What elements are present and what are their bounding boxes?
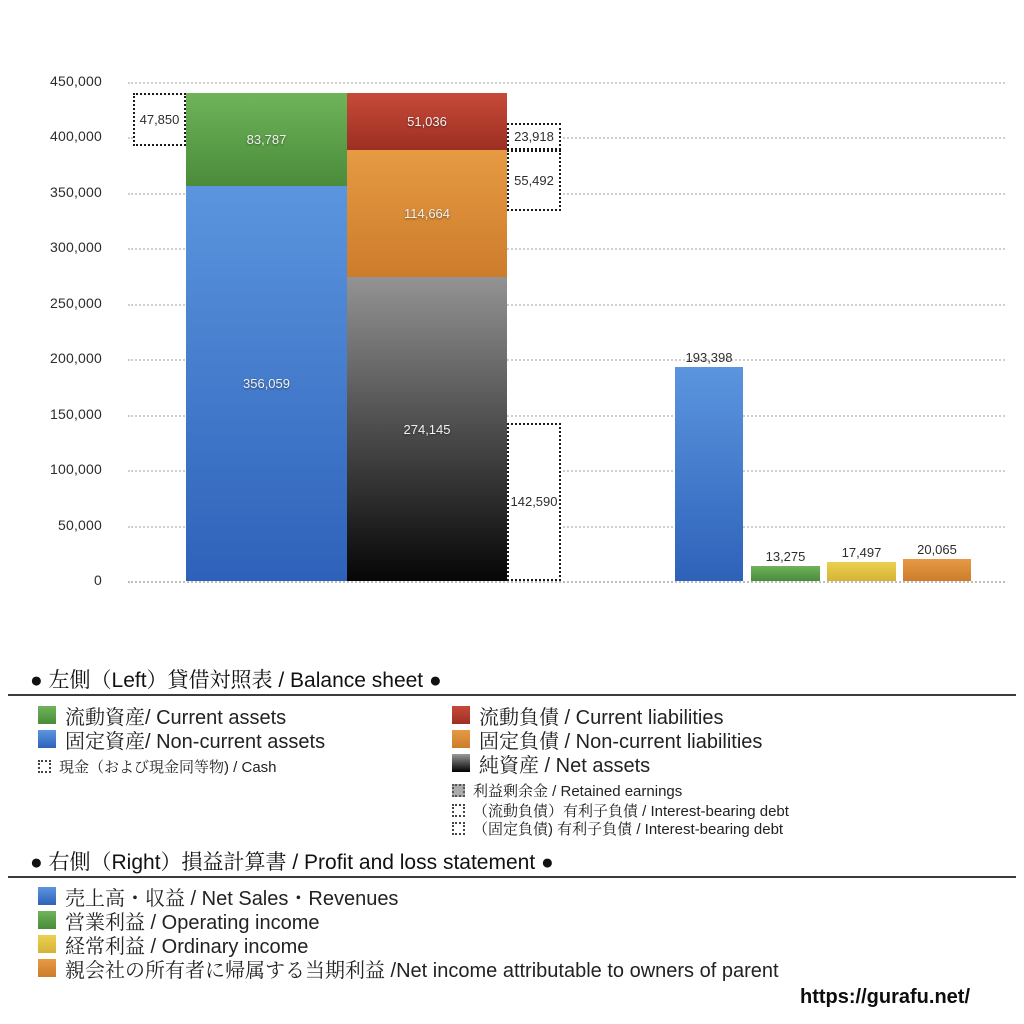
current-assets-bar <box>186 93 347 186</box>
gray-dashed-swatch-icon <box>452 784 465 797</box>
legend-item-label: 流動負債 / Current liabilities <box>479 706 724 729</box>
divider-line <box>8 694 1016 696</box>
dark-swatch-icon <box>452 754 470 772</box>
non-current-assets-value-label: 356,059 <box>243 376 290 392</box>
blue-swatch-icon <box>38 887 56 905</box>
y-axis-tick-label: 450,000 <box>49 73 102 89</box>
operating-income-value-label: 13,275 <box>765 549 806 565</box>
retained-earnings-bar <box>507 423 561 581</box>
net-sales-revenues-value-label: 193,398 <box>685 349 733 365</box>
profit-loss-legend-item <box>38 956 779 980</box>
interest-bearing-debt-current-value-label: 23,918 <box>514 129 554 145</box>
legend-item-label: （流動負債）有利子負債 / Interest-bearing debt <box>473 802 789 820</box>
liabilities-legend-item <box>452 801 789 819</box>
liabilities-legend-item <box>452 751 789 775</box>
legend-item-label: 営業利益 / Operating income <box>65 911 320 934</box>
dashed-swatch-icon <box>38 760 51 773</box>
green-swatch-icon <box>38 911 56 929</box>
site-url: https://gurafu.net/ <box>800 986 970 1008</box>
cash-bar <box>133 93 186 146</box>
net-assets-value-label: 274,145 <box>403 421 451 437</box>
current-liabilities-bar <box>347 93 507 150</box>
balance-sheet-legend-title: ● 左側（Left）貸借対照表 / Balance sheet ● <box>30 669 442 692</box>
ordinary-income-bar <box>827 562 896 581</box>
green-swatch-icon <box>38 706 56 724</box>
liabilities-legend-item <box>452 703 789 727</box>
y-axis-tick-label: 350,000 <box>49 183 102 200</box>
net-income-value-label: 20,065 <box>917 541 957 557</box>
current-assets-value-label: 83,787 <box>246 132 287 148</box>
ordinary-income-value-label: 17,497 <box>841 544 882 560</box>
y-axis-tick-label: 100,000 <box>49 461 102 478</box>
profit-loss-legend-column <box>38 884 779 980</box>
interest-bearing-debt-noncurrent-value-label: 55,492 <box>514 173 554 189</box>
yellow-swatch-icon <box>38 935 56 953</box>
legend-item-label: 純資産 / Net assets <box>479 754 651 777</box>
balance-sheet-legend-liabilities-column <box>452 703 789 837</box>
profit-loss-legend-item <box>38 884 779 908</box>
operating-income-bar <box>751 566 820 581</box>
dashed-swatch-icon <box>452 804 465 817</box>
non-current-liabilities-bar <box>347 150 507 277</box>
red-swatch-icon <box>452 706 470 724</box>
balance-sheet-legend-assets-column <box>38 703 325 777</box>
net-sales-revenues-bar <box>675 367 743 582</box>
legend-item-label: 親会社の所有者に帰属する当期利益 /Net income attributable to owners of parent <box>65 959 779 982</box>
y-axis-tick-label: 300,000 <box>49 239 102 256</box>
profit-loss-legend-item <box>38 908 779 932</box>
legend-item-label: 現金（および現金同等物) / Cash <box>59 758 277 776</box>
y-axis-tick-label: 0 <box>94 572 102 588</box>
orange-swatch-icon <box>38 959 56 977</box>
y-axis-tick-label: 50,000 <box>57 516 102 533</box>
legend-item-label: 流動資産/ Current assets <box>65 706 287 729</box>
non-current-assets-bar <box>186 186 347 581</box>
profit-loss-legend-title: ● 右側（Right）損益計算書 / Profit and loss statement ● <box>30 851 554 874</box>
orange-swatch-icon <box>452 730 470 748</box>
net-income-bar <box>903 559 971 581</box>
divider-line <box>8 876 1016 878</box>
assets-legend-item <box>38 755 325 777</box>
y-axis-tick-label: 250,000 <box>49 294 102 311</box>
liabilities-legend-item <box>452 779 789 801</box>
profit-loss-legend-item <box>38 932 779 956</box>
legend-item-label: 利益剰余金 / Retained earnings <box>473 782 683 800</box>
y-axis-tick-label: 150,000 <box>49 405 102 422</box>
y-axis-tick-label: 200,000 <box>49 350 102 367</box>
y-axis-tick-label: 400,000 <box>49 128 102 145</box>
net-assets-bar <box>347 277 507 581</box>
liabilities-legend-item <box>452 819 789 837</box>
dashed-swatch-icon <box>452 822 465 835</box>
retained-earnings-value-label: 142,590 <box>510 494 558 510</box>
interest-bearing-debt-noncurrent-bar <box>507 150 561 212</box>
legend-item-label: 固定資産/ Non-current assets <box>65 730 326 753</box>
legend-item-label: （固定負債) 有利子負債 / Interest-bearing debt <box>473 820 784 838</box>
gridline <box>128 82 1005 84</box>
legend-item-label: 固定負債 / Non-current liabilities <box>479 730 763 753</box>
current-liabilities-value-label: 51,036 <box>407 114 447 130</box>
legend-item-label: 経常利益 / Ordinary income <box>65 935 309 958</box>
non-current-liabilities-value-label: 114,664 <box>403 205 451 221</box>
assets-legend-item <box>38 727 325 751</box>
cash-value-label: 47,850 <box>139 112 180 128</box>
gridline <box>128 581 1005 583</box>
legend-item-label: 売上高・収益 / Net Sales・Revenues <box>65 887 399 910</box>
assets-legend-item <box>38 703 325 727</box>
liabilities-legend-item <box>452 727 789 751</box>
interest-bearing-debt-current-bar <box>507 123 561 150</box>
blue-swatch-icon <box>38 730 56 748</box>
